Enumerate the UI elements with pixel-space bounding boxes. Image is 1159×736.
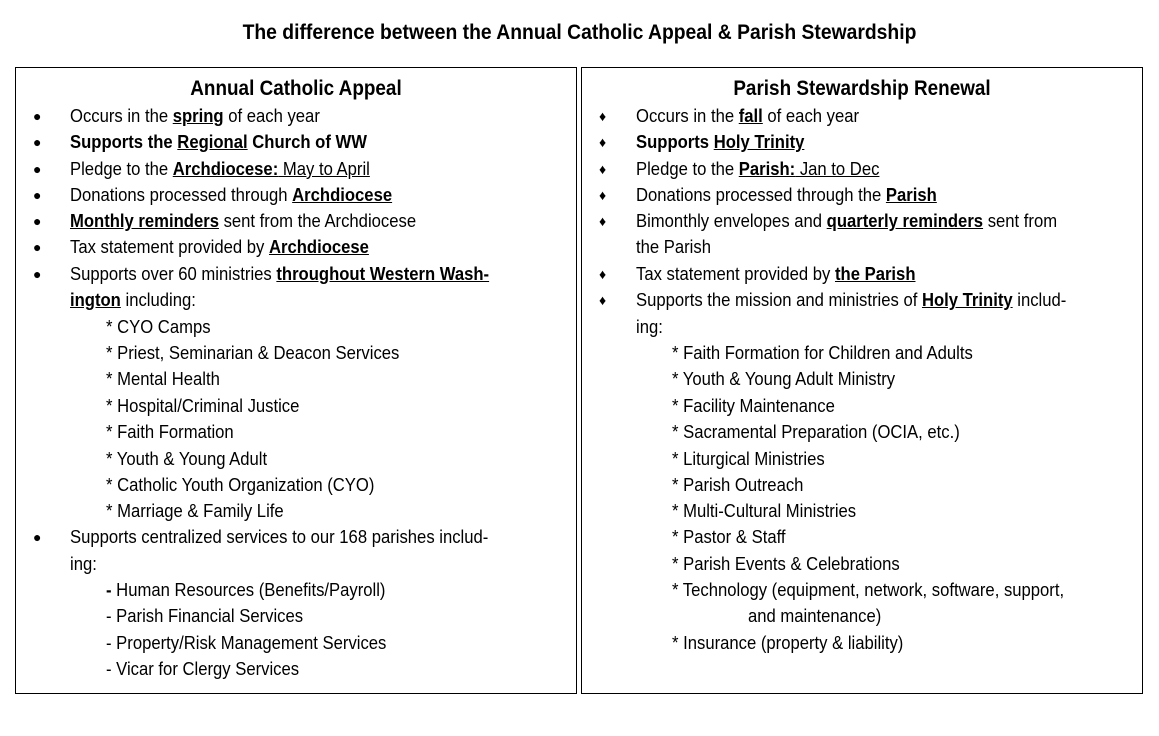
right-sub-item: * Pastor & Staff (672, 526, 786, 547)
left-sub-item: * Mental Health (106, 368, 220, 389)
left-sub-item: * Youth & Young Adult (106, 448, 268, 469)
right-item-supports: Supports Holy Trinity (636, 131, 805, 152)
bullet-circle-icon: ● (33, 161, 42, 177)
annual-catholic-appeal-box (15, 67, 577, 694)
bullet-circle-icon: ● (33, 134, 42, 150)
right-sub-item: * Sacramental Preparation (OCIA, etc.) (672, 421, 960, 442)
left-item-reminders: Monthly reminders sent from the Archdiocese (70, 210, 417, 231)
right-sub-item: * Liturgical Ministries (672, 448, 825, 469)
left-sub-item: * Marriage & Family Life (106, 500, 284, 521)
left-sub-item: * Catholic Youth Organization (CYO) (106, 474, 375, 495)
left-sub-item: * CYO Camps (106, 316, 211, 337)
page-title: The difference between the Annual Catholic Appeal & Parish Stewardship (242, 21, 917, 44)
right-sub-item: * Youth & Young Adult Ministry (672, 368, 896, 389)
right-sub-item-cont: and maintenance) (748, 605, 882, 626)
bullet-diamond-icon: ♦ (599, 187, 607, 203)
left-item-ministries-cont: ington including: (70, 289, 196, 310)
right-sub-item: * Facility Maintenance (672, 395, 835, 416)
right-sub-item: * Parish Events & Celebrations (672, 553, 900, 574)
left-item-tax: Tax statement provided by Archdiocese (70, 236, 369, 257)
left-item-centralized-cont: ing: (70, 553, 97, 574)
right-sub-item: * Technology (equipment, network, software, support, (672, 579, 1065, 600)
right-sub-item: * Parish Outreach (672, 474, 804, 495)
left-item-donations: Donations processed through Archdiocese (70, 184, 393, 205)
left-item-supports: Supports the Regional Church of WW (70, 131, 367, 152)
left-sub-item: * Faith Formation (106, 421, 234, 442)
right-item-donations: Donations processed through the Parish (636, 184, 937, 205)
right-sub-item: * Insurance (property & liability) (672, 632, 904, 653)
bullet-diamond-icon: ♦ (599, 108, 607, 124)
bullet-diamond-icon: ♦ (599, 292, 607, 308)
left-sub2-item: - Parish Financial Services (106, 605, 304, 626)
right-item-mission: Supports the mission and ministries of Holy Trinity includ- (636, 289, 1067, 310)
left-item-ministries: Supports over 60 ministries throughout Western Wash- (70, 263, 490, 284)
right-item-tax: Tax statement provided by the Parish (636, 263, 916, 284)
left-sub-item: * Hospital/Criminal Justice (106, 395, 300, 416)
bullet-circle-icon: ● (33, 529, 42, 545)
left-item-pledge: Pledge to the Archdiocese: May to April (70, 158, 370, 179)
bullet-circle-icon: ● (33, 187, 42, 203)
left-heading: Annual Catholic Appeal (190, 77, 402, 100)
bullet-diamond-icon: ♦ (599, 266, 607, 282)
bullet-circle-icon: ● (33, 266, 42, 282)
bullet-diamond-icon: ♦ (599, 213, 607, 229)
bullet-circle-icon: ● (33, 213, 42, 229)
right-item-envelopes: Bimonthly envelopes and quarterly reminders sent from (636, 210, 1058, 231)
parish-stewardship-box (581, 67, 1143, 694)
right-heading: Parish Stewardship Renewal (733, 77, 991, 100)
bullet-circle-icon: ● (33, 239, 42, 255)
bullet-diamond-icon: ♦ (599, 161, 607, 177)
left-item-season: Occurs in the spring of each year (70, 105, 320, 126)
left-sub-item: * Priest, Seminarian & Deacon Services (106, 342, 400, 363)
right-item-envelopes-cont: the Parish (636, 236, 711, 257)
bullet-diamond-icon: ♦ (599, 134, 607, 150)
left-item-centralized: Supports centralized services to our 168 parishes includ- (70, 526, 489, 547)
left-sub2-item: - Property/Risk Management Services (106, 632, 387, 653)
left-sub2-item: - Vicar for Clergy Services (106, 658, 300, 679)
right-sub-item: * Multi-Cultural Ministries (672, 500, 857, 521)
right-item-mission-cont: ing: (636, 316, 663, 337)
left-sub2-item: - Human Resources (Benefits/Payroll) (106, 579, 386, 600)
right-sub-item: * Faith Formation for Children and Adults (672, 342, 973, 363)
bullet-circle-icon: ● (33, 108, 42, 124)
right-item-season: Occurs in the fall of each year (636, 105, 860, 126)
right-item-pledge: Pledge to the Parish: Jan to Dec (636, 158, 880, 179)
